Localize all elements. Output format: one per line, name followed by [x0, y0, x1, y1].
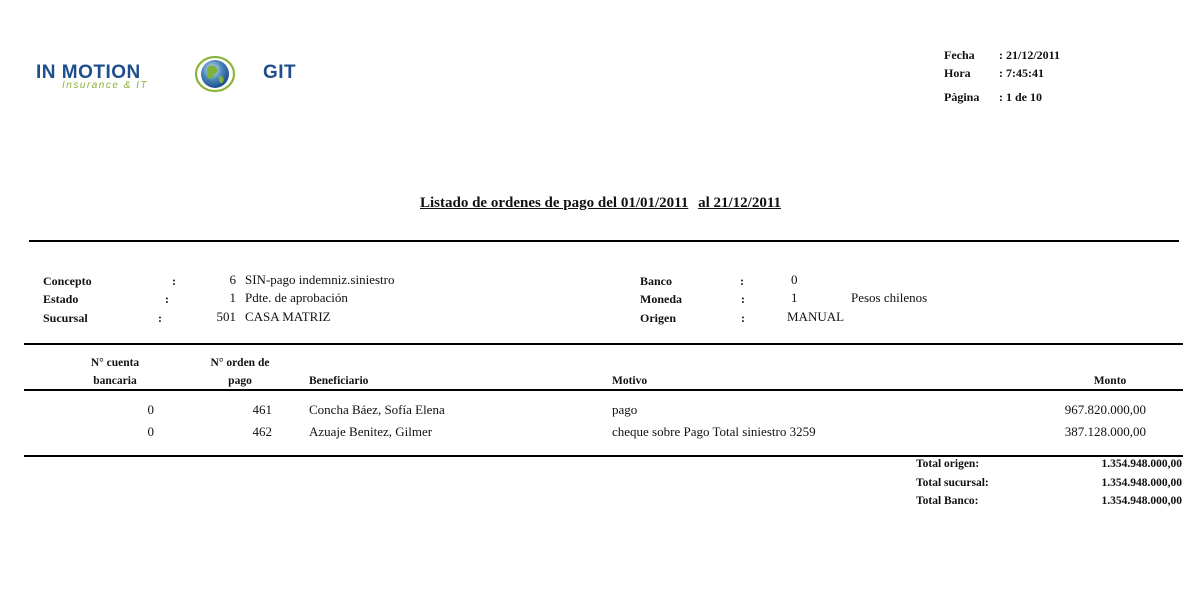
row1-cuenta: 0	[147, 402, 154, 417]
divider-totals	[24, 455, 1183, 457]
row1-monto: 967.820.000,00	[1064, 402, 1146, 417]
divider-filters	[24, 343, 1183, 345]
total-sucursal-value: 1.354.948.000,00	[1101, 477, 1182, 489]
hora-value: : 7:45:41	[999, 66, 1044, 80]
estado-label: Estado	[43, 292, 79, 306]
total-origen-label: Total origen:	[916, 458, 980, 470]
row2-beneficiario: Azuaje Benitez, Gilmer	[309, 424, 433, 439]
pagina-value: : 1 de 10	[999, 90, 1042, 104]
fecha-label: Fecha	[944, 48, 975, 62]
concepto-code: 6	[229, 272, 236, 287]
concepto-label: Concepto	[43, 274, 92, 288]
total-banco-label: Total Banco:	[916, 495, 979, 507]
logo-right-text: GIT	[263, 62, 297, 83]
total-sucursal-label: Total sucursal:	[916, 477, 989, 489]
divider-header	[24, 389, 1183, 391]
origen-value: MANUAL	[787, 309, 845, 324]
moneda-code: 1	[791, 290, 798, 305]
globe-icon	[195, 54, 235, 94]
logo-left-text: IN MOTION	[36, 62, 141, 83]
row1-orden: 461	[252, 402, 272, 417]
hora-label: Hora	[944, 66, 971, 80]
pagina-label: Pàgina	[944, 90, 980, 104]
col-cuenta-header-line1: N° cuenta	[90, 357, 140, 369]
origen-label: Origen	[640, 311, 676, 325]
moneda-colon: :	[741, 292, 745, 306]
banco-colon: :	[740, 274, 744, 288]
banco-label: Banco	[640, 274, 673, 288]
row2-cuenta: 0	[147, 424, 154, 439]
sucursal-colon: :	[158, 311, 162, 325]
logo-subtitle: Insurance & IT	[62, 80, 149, 91]
origen-colon: :	[741, 311, 745, 325]
sucursal-desc: CASA MATRIZ	[245, 309, 331, 324]
col-beneficiario-header: Beneficiario	[309, 375, 369, 387]
sucursal-code: 501	[216, 309, 236, 324]
report-title-prefix: Listado de ordenes de pago del 01/01/2011	[419, 195, 689, 211]
total-banco-value: 1.354.948.000,00	[1101, 495, 1182, 507]
concepto-desc: SIN-pago indemniz.siniestro	[245, 272, 395, 287]
divider-top	[29, 240, 1179, 242]
report-title-suffix: al 21/12/2011	[698, 195, 782, 211]
estado-code: 1	[229, 290, 236, 305]
col-orden-header-line1: N° orden de	[210, 357, 270, 369]
company-logo	[32, 52, 317, 96]
col-motivo-header: Motivo	[612, 375, 648, 387]
col-orden-header-line2: pago	[228, 375, 252, 387]
estado-colon: :	[165, 292, 169, 306]
row2-orden: 462	[252, 424, 272, 439]
moneda-desc: Pesos chilenos	[851, 290, 928, 305]
fecha-value: : 21/12/2011	[999, 48, 1061, 62]
concepto-colon: :	[172, 274, 176, 288]
estado-desc: Pdte. de aprobación	[245, 290, 348, 305]
total-origen-value: 1.354.948.000,00	[1101, 458, 1182, 470]
col-orden-header	[185, 354, 295, 390]
col-cuenta-header-line2: bancaria	[93, 375, 137, 387]
row2-motivo: cheque sobre Pago Total siniestro 3259	[612, 424, 816, 439]
row1-beneficiario: Concha Báez, Sofía Elena	[309, 402, 445, 417]
col-monto-header: Monto	[1093, 375, 1127, 387]
row1-motivo: pago	[612, 402, 638, 417]
col-cuenta-header	[60, 354, 170, 390]
banco-code: 0	[791, 272, 798, 287]
report-title	[0, 195, 1201, 212]
moneda-label: Moneda	[640, 292, 682, 306]
sucursal-label: Sucursal	[43, 311, 88, 325]
row2-monto: 387.128.000,00	[1064, 424, 1146, 439]
